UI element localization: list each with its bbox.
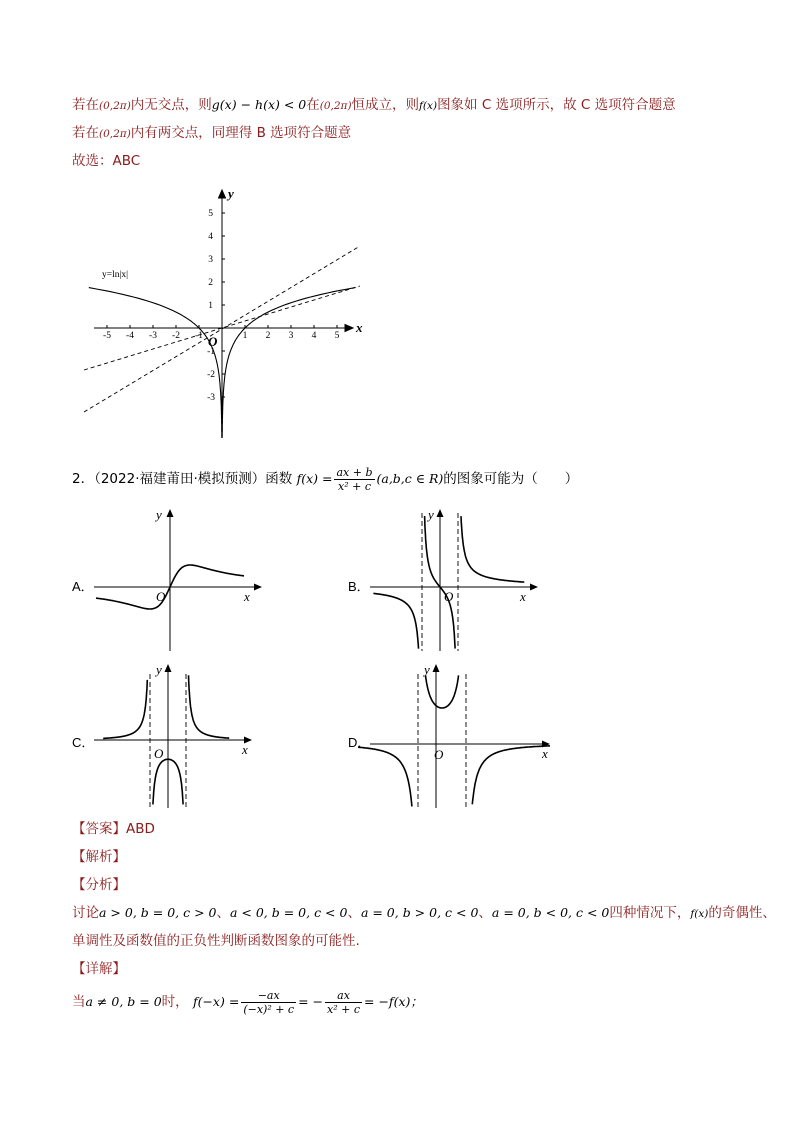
origin-label: O [156,589,166,604]
ln-graph [70,182,370,442]
x-tick-label: 3 [288,331,294,341]
y-tick-label: -3 [207,393,215,403]
y-axis-arrow [219,190,226,198]
option-c-graph[interactable] [90,660,270,810]
y-tick-label: -1 [207,347,215,357]
fenxi-line-2: 单调性及函数值的正负性判断函数图象的可能性. [72,933,360,949]
x-tick-label: 2 [265,331,271,341]
text: 讨论 [72,905,99,921]
y-tick-label: 1 [208,301,213,311]
fenxi-label: 【分析】 [72,877,126,893]
question-number: 2． [72,471,95,487]
origin-label: O [154,746,164,761]
x-tick-label: -5 [103,331,111,341]
math-interval: (0,2π) [99,128,131,140]
x-tick-label: 4 [311,331,317,341]
question-source: （2022·福建莆田·模拟预测） [94,471,266,487]
text: 的图象可能为（ ） [443,471,579,487]
x-axis-label: x [244,589,250,604]
origin-label: O [208,334,218,349]
curve-d [358,675,550,806]
denominator: (−x)² + c [243,1002,295,1016]
math-fx: f(x) [419,100,438,112]
answer-line [72,820,155,838]
math-condition: a ≠ 0, b = 0 [85,994,162,1009]
y-tick-label: 3 [208,255,213,265]
origin-label: O [444,589,454,604]
answer-value: ABD [126,821,155,837]
option-a-graph[interactable] [90,505,270,655]
x-tick-label: -3 [149,331,157,341]
fraction [241,989,296,1016]
y-axis-label: y [156,507,162,522]
text-line-2 [72,124,351,143]
text-line-3: 故选：ABC [72,153,141,169]
curve-label: y=ln|x| [102,270,129,280]
text: 当 [72,994,86,1010]
y-tick-label: -2 [207,370,215,380]
x-axis-label: x [242,742,248,757]
x-tick-label: -1 [195,331,203,341]
math-rhs: = −f(x)； [364,994,423,1009]
denominator: x² + c [338,479,371,493]
text: 函数 [265,471,293,487]
text: 四种情况下， [609,905,691,921]
fraction [334,466,374,493]
text: 、 [478,905,492,921]
math-text: = − [298,994,324,1009]
x-axis-label: x [356,320,363,335]
math-fx: f(x) [690,908,709,920]
y-axis-label: y [424,662,430,677]
math-interval: (0,2π) [319,100,352,112]
text: 内有两交点，同理得 B 选项符合题意 [130,125,352,141]
text: 若在 [72,97,99,113]
option-d-label[interactable]: D． [348,735,371,750]
math-lhs: f(−x) = [192,994,240,1009]
math-case: a = 0, b > 0, c < 0 [360,905,479,920]
math-condition: (a,b,c ∈ R) [376,471,444,486]
x-tick-label: -4 [126,331,134,341]
y-axis-label: y [156,662,162,677]
text: 若在 [72,125,99,141]
math-fx: f(x) = [296,471,333,486]
option-a-label[interactable]: A． [72,579,94,594]
option-c-label[interactable]: C． [72,735,95,750]
text: 、 [347,905,361,921]
origin-label: O [434,747,444,762]
text: 图象如 C 选项所示，故 C 选项符合题意 [437,97,676,113]
option-b-graph[interactable] [366,505,546,655]
numerator: ax [325,989,362,1003]
numerator: ax + b [336,465,373,479]
math-case: a > 0, b = 0, c > 0 [99,905,217,920]
y-axis-label: y [428,507,434,522]
fraction [325,989,362,1016]
curve-b [373,516,524,649]
text: 在 [306,97,320,113]
text: 恒成立，则 [351,97,420,113]
option-d-graph[interactable] [366,660,566,810]
y-tick-label: 4 [208,232,213,242]
x-tick-label: -2 [172,331,180,341]
text: 内无交点，则 [130,97,212,113]
math-interval: (0,2π) [99,100,131,112]
fenxi-line-1 [72,904,776,923]
answer-label: 【答案】 [72,821,126,837]
detail-label: 【详解】 [72,961,126,977]
x-axis-arrow [345,325,353,332]
math-expression: g(x) − h(x) < 0 [211,97,307,112]
question-2 [72,465,578,493]
text-line-1 [72,96,676,115]
y-tick-label: 2 [208,278,213,288]
analysis-label: 【解析】 [72,849,126,865]
x-axis-label: x [542,746,548,761]
y-tick-label: 5 [208,209,213,219]
option-b-label[interactable]: B． [348,579,370,594]
math-case: a = 0, b < 0, c < 0 [491,905,610,920]
x-tick-label: 1 [242,331,248,341]
text: 时， [161,994,189,1010]
detail-line [72,988,423,1016]
denominator: x² + c [327,1002,361,1016]
x-tick-label: 5 [334,331,340,341]
text: 的奇偶性、 [708,905,776,921]
y-axis-label: y [228,186,234,201]
math-case: a < 0, b = 0, c < 0 [229,905,348,920]
x-axis-label: x [520,589,526,604]
numerator: −ax [241,989,296,1003]
text: 、 [216,905,230,921]
